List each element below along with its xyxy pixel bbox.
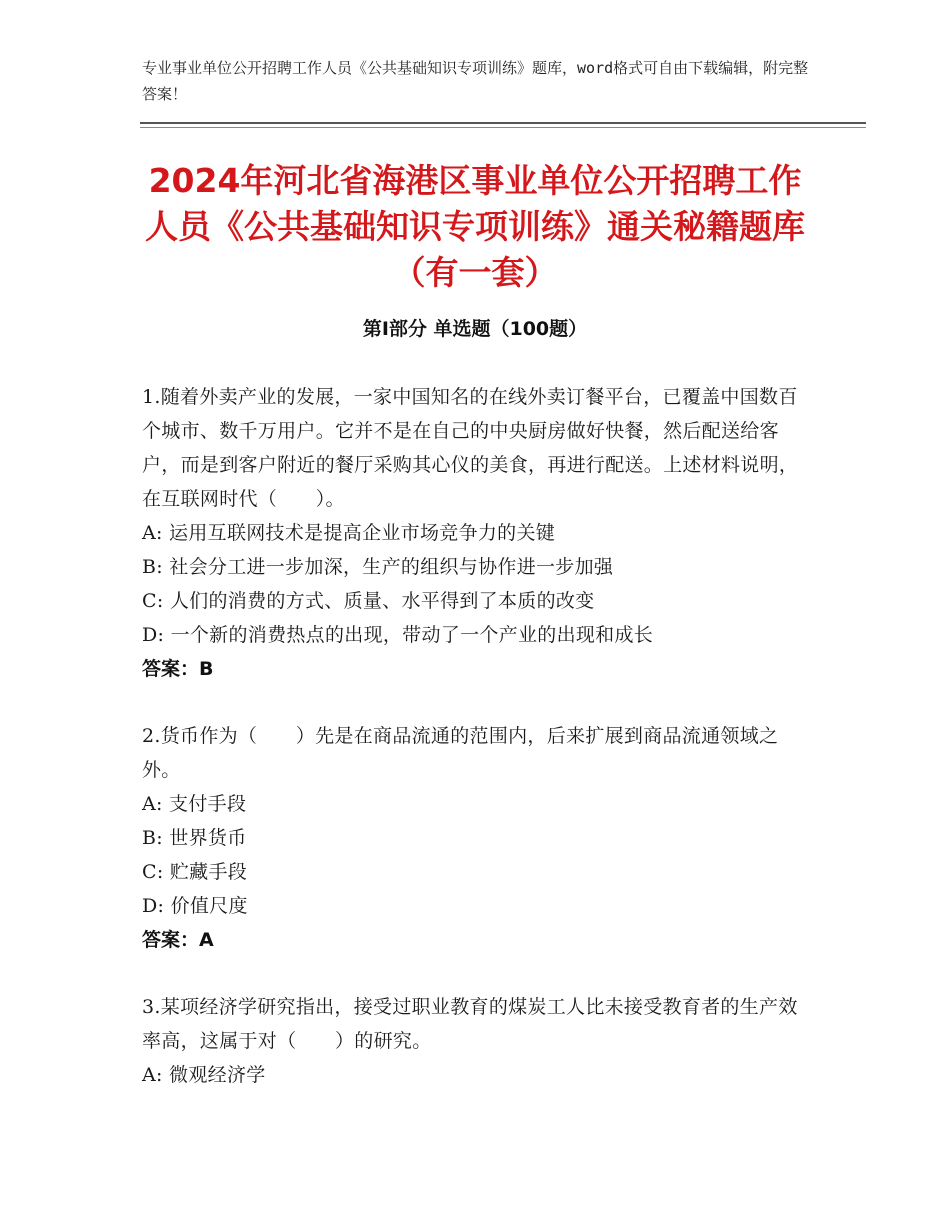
option-d: D: 一个新的消费热点的出现，带动了一个产业的出现和成长 xyxy=(142,624,654,646)
option-c: C: 贮藏手段 xyxy=(142,861,248,883)
question-list xyxy=(142,380,802,1125)
question-3 xyxy=(142,990,802,1092)
option-a: A: 运用互联网技术是提高企业市场竞争力的关键 xyxy=(142,522,556,544)
option-c: C: 人们的消费的方式、质量、水平得到了本质的改变 xyxy=(142,590,595,612)
question-stem: 2.货币作为（ ）先是在商品流通的范围内，后来扩展到商品流通领域之外。 xyxy=(142,725,779,781)
section-title: 第Ⅰ部分 单选题（100题） xyxy=(362,318,588,340)
option-a: A: 微观经济学 xyxy=(142,1064,266,1086)
answer: 答案：B xyxy=(142,658,214,680)
header-divider-thick xyxy=(140,122,866,124)
document-title: 2024年河北省海港区事业单位公开招聘工作人员《公共基础知识专项训练》通关秘籍题库（有一套） xyxy=(145,161,805,292)
option-b: B: 社会分工进一步加深，生产的组织与协作进一步加强 xyxy=(142,556,614,578)
answer: 答案：A xyxy=(142,929,214,951)
header-divider-thin xyxy=(140,127,866,128)
question-1 xyxy=(142,380,802,686)
header-note: 专业事业单位公开招聘工作人员《公共基础知识专项训练》题库，word格式可自由下载编辑，附完整答案！ xyxy=(142,59,809,103)
option-a: A: 支付手段 xyxy=(142,793,247,815)
option-d: D: 价值尺度 xyxy=(142,895,248,917)
question-stem: 3.某项经济学研究指出，接受过职业教育的煤炭工人比未接受教育者的生产效率高，这属于对（ ）的研究。 xyxy=(142,996,798,1052)
question-2 xyxy=(142,719,802,957)
question-stem: 1.随着外卖产业的发展，一家中国知名的在线外卖订餐平台，已覆盖中国数百个城市、数千万用户。它并不是在自己的中央厨房做好快餐，然后配送给客户，而是到客户附近的餐厅采购其心仪的美食，再进行配送。上述材料说明，在互联网时代（ ）。 xyxy=(142,386,799,510)
option-b: B: 世界货币 xyxy=(142,827,247,849)
